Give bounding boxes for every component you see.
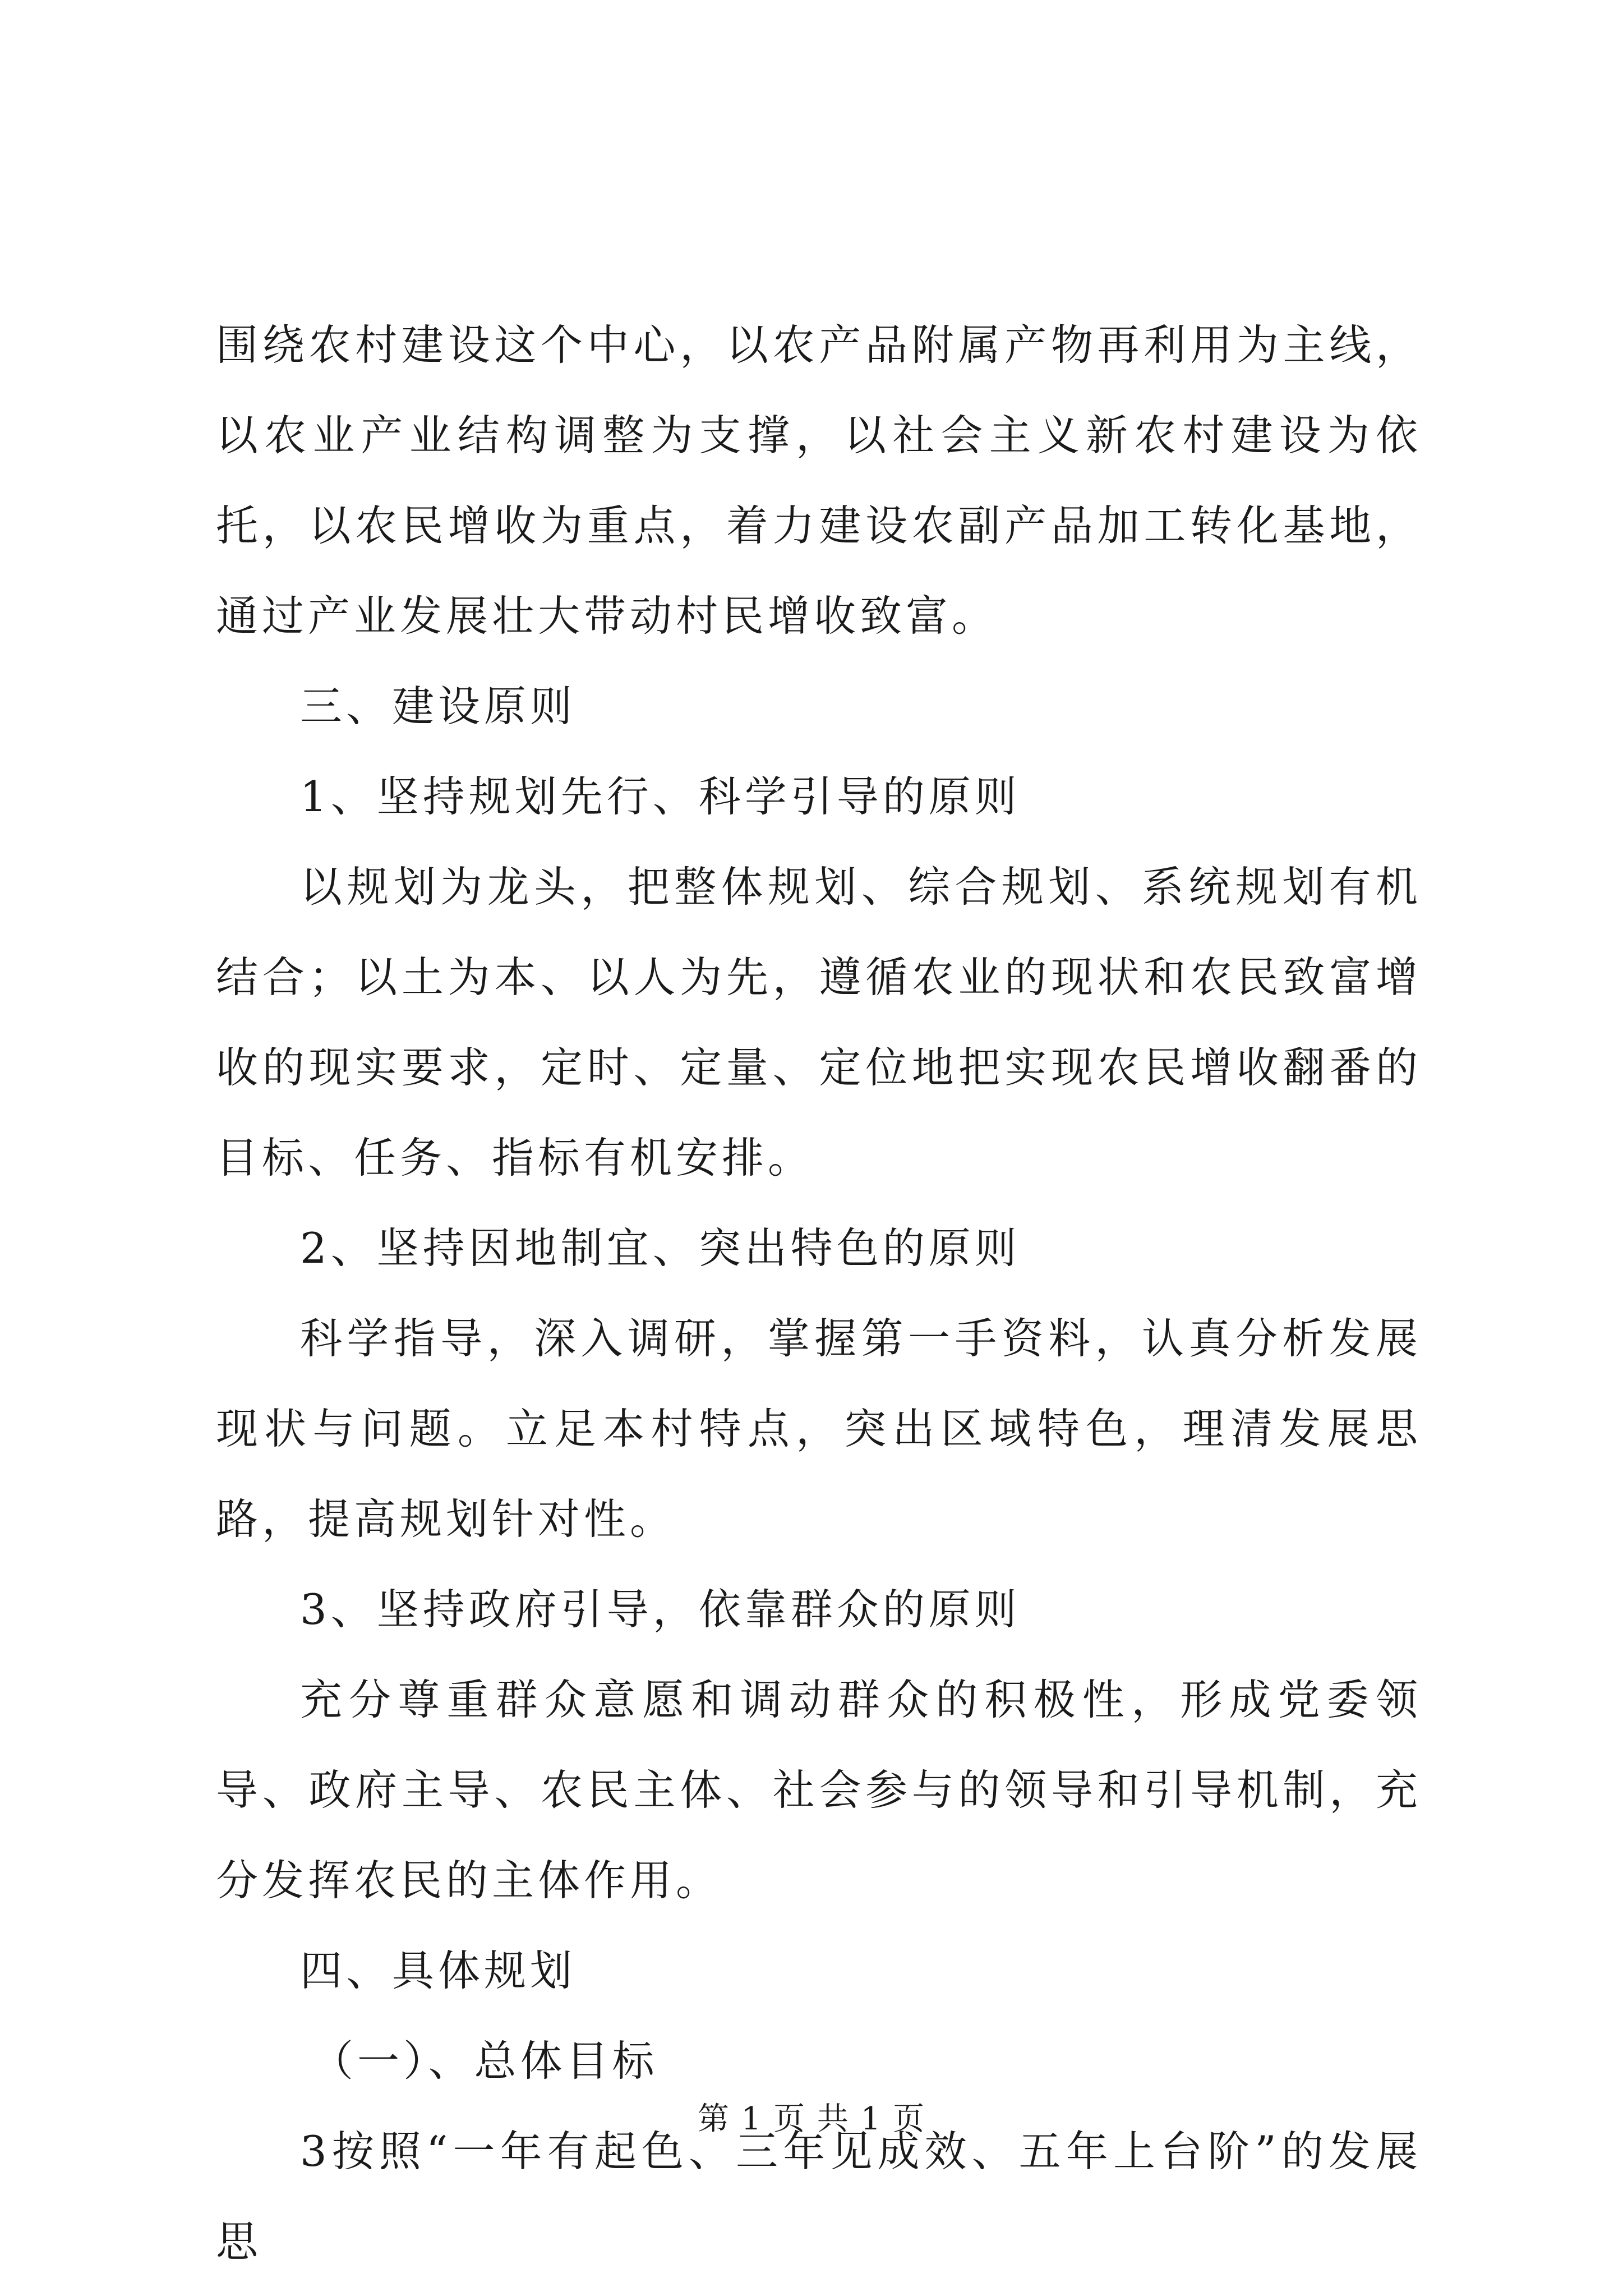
- principle-body-3: 充分尊重群众意愿和调动群众的积极性，形成党委领导、政府主导、农民主体、社会参与的领导和引导机制，充分发挥农民的主体作用。: [216, 1675, 1422, 1905]
- principle-body-2: 科学指导，深入调研，掌握第一手资料，认真分析发展现状与问题。立足本村特点，突出区域特色，理清发展思路，提高规划针对性。: [216, 1314, 1422, 1544]
- principle-body-1: 以规划为龙头，把整体规划、综合规划、系统规划有机结合；以土为本、以人为先，遵循农业的现状和农民致富增收的现实要求，定时、定量、定位地把实现农民增收翻番的目标、任务、指标有机安排。: [216, 862, 1422, 1182]
- principle-heading-1: 1、坚持规划先行、科学引导的原则: [300, 772, 1021, 821]
- goal-body: 3按照“一年有起色、三年见成效、五年上台阶”的发展思: [216, 2127, 1422, 2266]
- page-footer: 第 1 页 共 1 页: [697, 2101, 926, 2137]
- document-body: [216, 300, 1422, 2287]
- principle-heading-2: 2、坚持因地制宜、突出特色的原则: [300, 1223, 1021, 1273]
- section-heading-plan: 四、具体规划: [300, 1946, 577, 1995]
- principle-heading-3: 3、坚持政府引导，依靠群众的原则: [300, 1585, 1021, 1634]
- subsection-heading-goal: （一）、总体目标: [311, 2036, 658, 2086]
- section-heading-principles: 三、建设原则: [300, 682, 577, 731]
- paragraph-continuation: 围绕农村建设这个中心，以农产品附属产物再利用为主线，以农业产业结构调整为支撑，以社会主义新农村建设为依托，以农民增收为重点，着力建设农副产品加工转化基地，通过产业发展壮大带动村民增收致富。: [216, 320, 1422, 641]
